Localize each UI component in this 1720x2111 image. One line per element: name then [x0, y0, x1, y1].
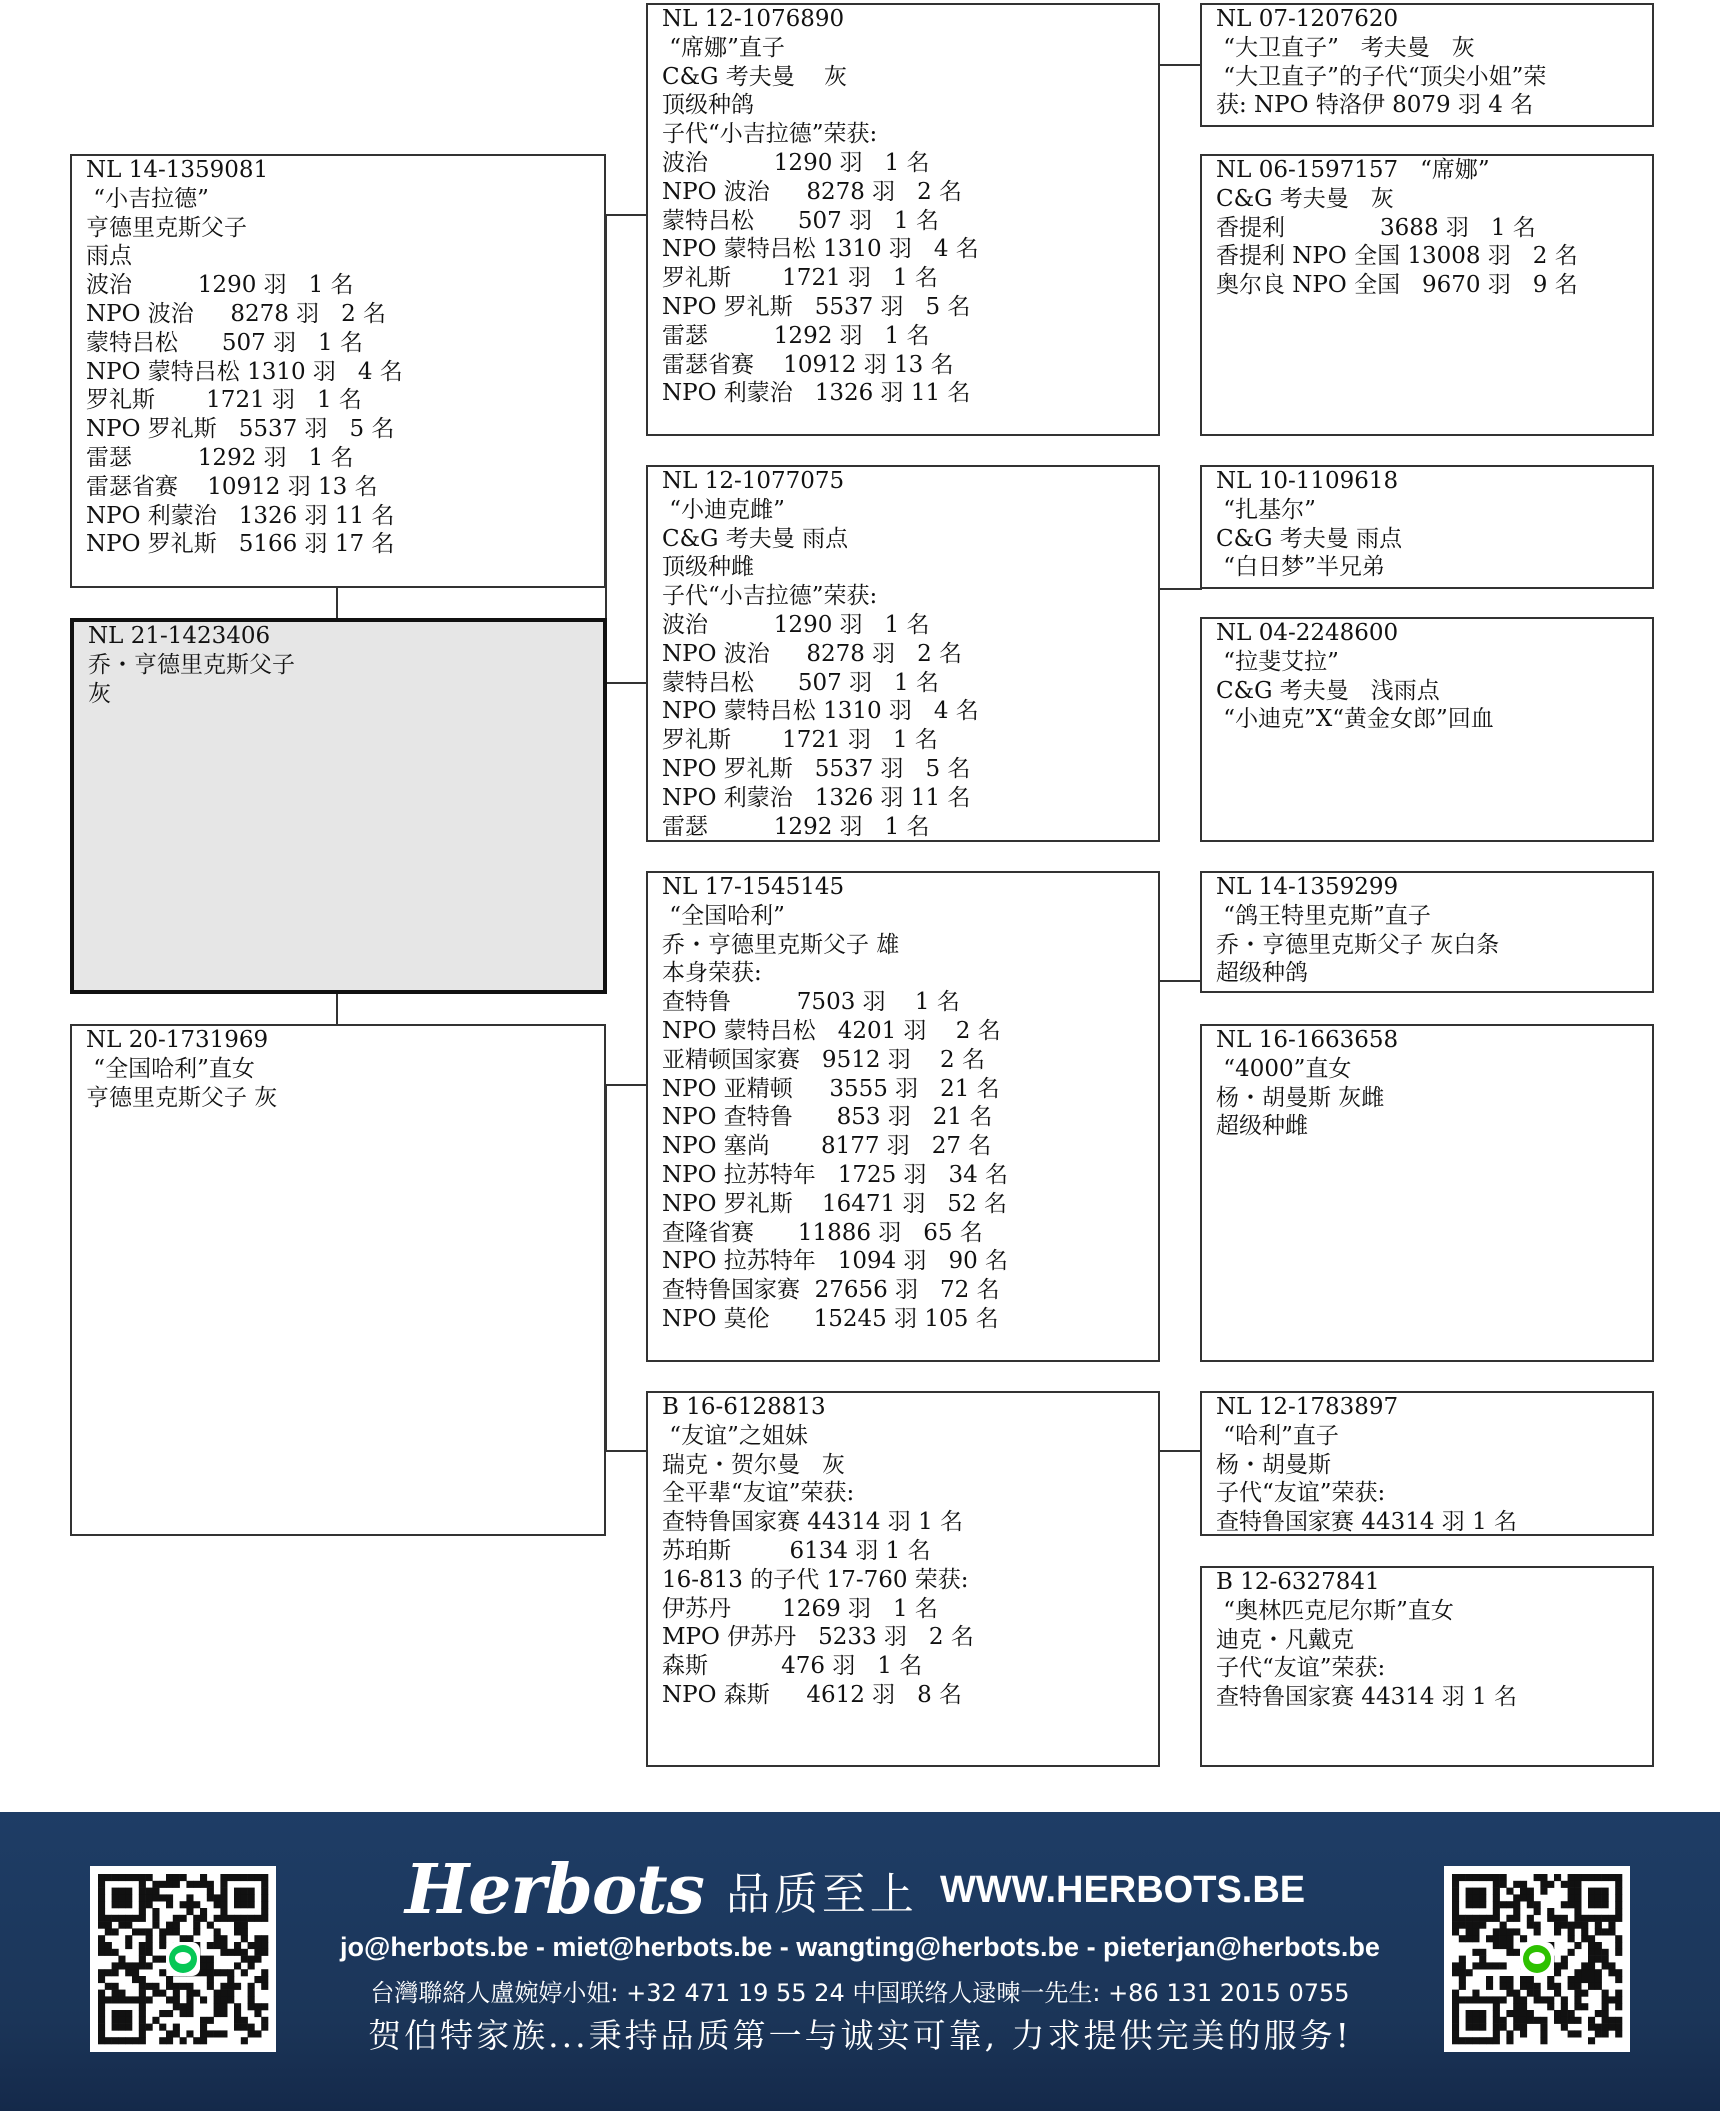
- pedigree-line: 雷瑟省赛 10912 羽 13 名: [86, 473, 378, 500]
- connector: [1158, 1450, 1202, 1452]
- pedigree-line: NPO 拉苏特年 1094 羽 90 名: [662, 1248, 1009, 1275]
- pedigree-line: 罗礼斯 1721 羽 1 名: [662, 727, 938, 754]
- ring-number: NL 20-1731969: [86, 1027, 269, 1053]
- pedigree-line: NPO 利蒙治 1326 羽 11 名: [662, 784, 971, 811]
- pedigree-line: C&G 考夫曼 灰: [662, 63, 847, 90]
- pedigree-line: “小迪克”X“黄金女郎”回血: [1216, 706, 1494, 733]
- pedigree-line: 子代“友谊”荣获:: [1216, 1480, 1386, 1507]
- ggp-box-5: [1200, 871, 1654, 993]
- tagline: 贺伯特家族...秉持品质第一与诚实可靠, 力求提供完美的服务!: [368, 2016, 1352, 2055]
- pedigree-line: 查特鲁国家赛 44314 羽 1 名: [1216, 1509, 1518, 1536]
- pedigree-line: C&G 考夫曼 雨点: [1216, 525, 1403, 552]
- pedigree-line: C&G 考夫曼 雨点: [662, 525, 849, 552]
- sire-sire-box: [646, 3, 1160, 436]
- pedigree-line: 罗礼斯 1721 羽 1 名: [662, 265, 938, 292]
- pedigree-line: 全平辈“友谊”荣获:: [662, 1480, 855, 1507]
- ggp-box-8: [1200, 1566, 1654, 1767]
- herbots-logo: Herbots: [405, 1850, 704, 1930]
- pedigree-line: NPO 塞尚 8177 羽 27 名: [662, 1133, 992, 1160]
- pedigree-line: NPO 利蒙治 1326 羽 11 名: [86, 502, 395, 529]
- pedigree-line: “鸽王特里克斯”直子: [1216, 902, 1431, 929]
- connector: [605, 214, 647, 216]
- pedigree-line: 迪克・凡戴克: [1216, 1626, 1354, 1653]
- ggp-box-2: [1200, 154, 1654, 436]
- pedigree-line: 顶级种鸽: [662, 92, 754, 119]
- website-link[interactable]: WWW.HERBOTS.BE: [939, 1868, 1306, 1911]
- pedigree-line: 本身荣获:: [662, 960, 762, 987]
- pedigree-line: 波治 1290 羽 1 名: [86, 272, 354, 299]
- pedigree-line: NPO 波治 8278 羽 2 名: [86, 300, 387, 327]
- ring-number: NL 17-1545145: [662, 874, 845, 900]
- pedigree-line: NPO 查特鲁 853 羽 21 名: [662, 1104, 993, 1131]
- ring-number: B 16-6128813: [662, 1394, 826, 1420]
- pedigree-line: 超级种雌: [1216, 1113, 1308, 1140]
- pedigree-line: NPO 罗礼斯 16471 羽 52 名: [662, 1190, 1007, 1217]
- pedigree-line: 16-813 的子代 17-760 荣获:: [662, 1566, 969, 1593]
- contact-persons: 台灣聯絡人盧婉婷小姐: +32 471 19 55 24 中国联络人逯暕一先生: +86 131 2015 0755: [370, 1979, 1350, 2007]
- pedigree-line: 蒙特吕松 507 羽 1 名: [662, 669, 939, 696]
- pedigree-line: 香提利 3688 羽 1 名: [1216, 214, 1536, 241]
- pedigree-line: NPO 利蒙治 1326 羽 11 名: [662, 380, 971, 407]
- ggp-box-7: [1200, 1391, 1654, 1536]
- pedigree-line: “大卫直子”的子代“顶尖小姐”荣: [1216, 63, 1547, 90]
- pedigree-line: 乔・亨德里克斯父子 雄: [662, 931, 900, 958]
- pedigree-line: “小吉拉德”: [86, 185, 209, 212]
- pedigree-line: 波治 1290 羽 1 名: [662, 611, 930, 638]
- pedigree-line: 雷瑟 1292 羽 1 名: [86, 444, 354, 471]
- pedigree-line: 子代“友谊”荣获:: [1216, 1655, 1386, 1682]
- pedigree-line: “席娜”直子: [662, 34, 785, 61]
- brand-header: [405, 1850, 1306, 1930]
- pedigree-line: 杨・胡曼斯 灰雌: [1216, 1084, 1385, 1111]
- connector: [1158, 588, 1202, 590]
- ring-number: NL 14-1359081: [86, 157, 269, 183]
- pedigree-line: NPO 亚精顿 3555 羽 21 名: [662, 1075, 1000, 1102]
- connector: [605, 1084, 647, 1086]
- subject-box: [70, 618, 607, 994]
- pedigree-line: NPO 莫伦 15245 羽 105 名: [662, 1305, 999, 1332]
- pedigree-line: NPO 蒙特吕松 1310 羽 4 名: [662, 698, 979, 725]
- pedigree-line: 雷瑟 1292 羽 1 名: [662, 813, 930, 840]
- pedigree-line: 杨・胡曼斯: [1216, 1451, 1331, 1478]
- pedigree-line: 查特鲁国家赛 44314 羽 1 名: [1216, 1684, 1518, 1711]
- ring-number: NL 06-1597157 “席娜”: [1216, 157, 1490, 183]
- ring-number: NL 10-1109618: [1216, 468, 1399, 494]
- pedigree-line: 查隆省赛 11886 羽 65 名: [662, 1219, 983, 1246]
- pedigree-line: 子代“小吉拉德”荣获:: [662, 583, 878, 610]
- pedigree-line: 香提利 NPO 全国 13008 羽 2 名: [1216, 243, 1578, 270]
- pedigree-line: 奥尔良 NPO 全国 9670 羽 9 名: [1216, 272, 1578, 299]
- pedigree-line: 伊苏丹 1269 羽 1 名: [662, 1595, 938, 1622]
- pedigree-line: NPO 蒙特吕松 1310 羽 4 名: [662, 236, 979, 263]
- pedigree-line: NPO 森斯 4612 羽 8 名: [662, 1681, 963, 1708]
- pedigree-line: 亚精顿国家赛 9512 羽 2 名: [662, 1046, 985, 1073]
- pedigree-line: “白日梦”半兄弟: [1216, 554, 1385, 581]
- pedigree-line: 雨点: [86, 243, 132, 270]
- pedigree-line: 乔・亨德里克斯父子 灰白条: [1216, 931, 1500, 958]
- sire-box: [70, 154, 606, 588]
- pedigree-line: NPO 罗礼斯 5166 羽 17 名: [86, 531, 395, 558]
- connector: [1158, 980, 1202, 982]
- pedigree-line: NPO 波治 8278 羽 2 名: [662, 178, 963, 205]
- dam-box: [70, 1024, 606, 1536]
- ring-number: NL 12-1783897: [1216, 1394, 1399, 1420]
- pedigree-line: 灰: [88, 680, 111, 707]
- pedigree-line: 雷瑟省赛 10912 羽 13 名: [662, 351, 954, 378]
- pedigree-line: NPO 拉苏特年 1725 羽 34 名: [662, 1161, 1009, 1188]
- pedigree-line: 雷瑟 1292 羽 1 名: [662, 322, 930, 349]
- ring-number: B 12-6327841: [1216, 1569, 1380, 1595]
- ring-number: NL 21-1423406: [88, 623, 271, 649]
- connector: [605, 1450, 647, 1452]
- pedigree-line: “大卫直子” 考夫曼 灰: [1216, 34, 1475, 61]
- ggp-box-3: [1200, 465, 1654, 589]
- pedigree-line: NPO 蒙特吕松 1310 羽 4 名: [86, 358, 403, 385]
- ring-number: NL 16-1663658: [1216, 1027, 1399, 1053]
- pedigree-line: 顶级种雌: [662, 554, 754, 581]
- pedigree-line: “4000”直女: [1216, 1055, 1352, 1082]
- pedigree-line: 查特鲁国家赛 27656 羽 72 名: [662, 1277, 1000, 1304]
- pedigree-line: 查特鲁国家赛 44314 羽 1 名: [662, 1509, 964, 1536]
- ring-number: NL 12-1077075: [662, 468, 845, 494]
- pedigree-line: 亨德里克斯父子: [86, 214, 247, 241]
- pedigree-line: 森斯 476 羽 1 名: [662, 1653, 923, 1680]
- pedigree-line: “奥林匹克尼尔斯”直女: [1216, 1597, 1454, 1624]
- pedigree-line: 获: NPO 特洛伊 8079 羽 4 名: [1216, 92, 1534, 119]
- pedigree-line: “哈利”直子: [1216, 1422, 1339, 1449]
- slogan: 品质至上: [725, 1869, 918, 1920]
- ring-number: NL 12-1076890: [662, 6, 845, 32]
- ggp-box-1: [1200, 3, 1654, 127]
- connector: [605, 682, 647, 684]
- pedigree-line: “全国哈利”: [662, 902, 785, 929]
- pedigree-line: 子代“小吉拉德”荣获:: [662, 121, 878, 148]
- sire-dam-box: [646, 465, 1160, 842]
- pedigree-line: 蒙特吕松 507 羽 1 名: [662, 207, 939, 234]
- pedigree-line: 罗礼斯 1721 羽 1 名: [86, 387, 362, 414]
- pedigree-line: MPO 伊苏丹 5233 羽 2 名: [662, 1624, 974, 1651]
- pedigree-line: C&G 考夫曼 灰: [1216, 185, 1394, 212]
- pedigree-line: 查特鲁 7503 羽 1 名: [662, 989, 960, 1016]
- pedigree-line: NPO 罗礼斯 5537 羽 5 名: [662, 755, 971, 782]
- ring-number: NL 07-1207620: [1216, 6, 1399, 32]
- connector: [336, 992, 338, 1026]
- pedigree-line: NPO 波治 8278 羽 2 名: [662, 640, 963, 667]
- connector: [1158, 64, 1202, 66]
- pedigree-line: 超级种鸽: [1216, 960, 1308, 987]
- ring-number: NL 04-2248600: [1216, 620, 1399, 646]
- dam-sire-box: [646, 871, 1160, 1362]
- pedigree-line: “拉斐艾拉”: [1216, 648, 1339, 675]
- pedigree-line: NPO 罗礼斯 5537 羽 5 名: [662, 293, 971, 320]
- dam-dam-box: [646, 1391, 1160, 1767]
- pedigree-line: “扎基尔”: [1216, 496, 1316, 523]
- pedigree-line: 乔・亨德里克斯父子: [88, 651, 295, 678]
- pedigree-line: C&G 考夫曼 浅雨点: [1216, 677, 1440, 704]
- email-list[interactable]: jo@herbots.be - miet@herbots.be - wangting@herbots.be - pieterjan@herbots.be: [340, 1932, 1380, 1962]
- pedigree-line: 蒙特吕松 507 羽 1 名: [86, 329, 363, 356]
- pedigree-line: NPO 罗礼斯 5537 羽 5 名: [86, 416, 395, 443]
- pedigree-line: “友谊”之姐妹: [662, 1422, 808, 1449]
- pedigree-line: 亨德里克斯父子 灰: [86, 1084, 278, 1111]
- pedigree-line: “小迪克雌”: [662, 496, 785, 523]
- pedigree-line: NPO 蒙特吕松 4201 羽 2 名: [662, 1017, 1001, 1044]
- ggp-box-6: [1200, 1024, 1654, 1362]
- ggp-box-4: [1200, 617, 1654, 842]
- ring-number: NL 14-1359299: [1216, 874, 1399, 900]
- pedigree-line: 波治 1290 羽 1 名: [662, 149, 930, 176]
- pedigree-line: 瑞克・贺尔曼 灰: [662, 1451, 845, 1478]
- connector: [336, 586, 338, 620]
- pedigree-line: “全国哈利”直女: [86, 1055, 255, 1082]
- pedigree-line: 苏珀斯 6134 羽 1 名: [662, 1537, 931, 1564]
